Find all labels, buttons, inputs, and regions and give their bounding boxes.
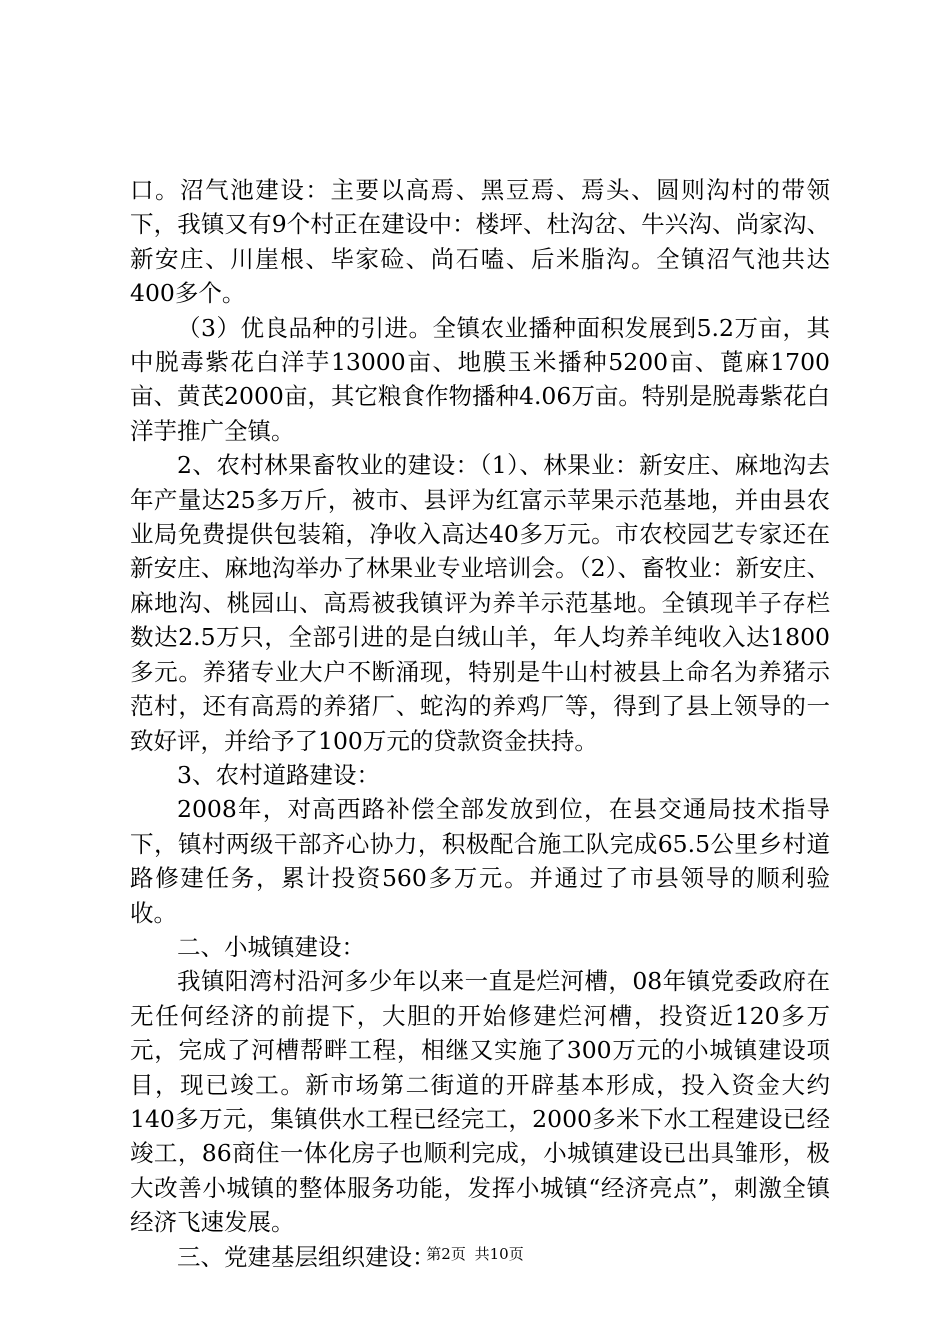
paragraph-biogas: 口。沼气池建设：主要以高焉、黑豆焉、焉头、圆则沟村的带领下，我镇又有9个村正在建设中：楼坪、杜沟岔、牛兴沟、尚家沟、新安庄、川崖根、毕家硷、尚石嗑、后米脂沟。全镇沼气池共达400多个。 <box>130 176 830 308</box>
heading-small-town: 二、小城镇建设： <box>177 932 365 961</box>
heading-rural-roads: 3、农村道路建设： <box>177 760 380 789</box>
paragraph-forestry-livestock: 2、农村林果畜牧业的建设：（1）、林果业：新安庄、麻地沟去年产量达25多万斤，被市、县评为红富示苹果示范基地，并由县农业局免费提供包装箱，净收入高达40多万元。市农校园艺专家还在新安庄、麻地沟举办了林果业专业培训会。（2）、畜牧业：新安庄、麻地沟、桃园山、高焉被我镇评为养羊示范基地。全镇现羊子存栏数达2.5万只，全部引进的是白绒山羊，年人均养羊纯收入达1800多元。养猪专业大户不断涌现，特别是牛山村被县上命名为养猪示范村，还有高焉的养猪厂、蛇沟的养鸡厂等，得到了县上领导的一致好评，并给予了100万元的贷款资金扶持。 <box>130 451 830 755</box>
paragraph-small-town: 我镇阳湾村沿河多少年以来一直是烂河槽，08年镇党委政府在无任何经济的前提下，大胆的开始修建烂河槽，投资近120多万元，完成了河槽帮畔工程，相继又实施了300万元的小城镇建设项目，现已竣工。新市场第二街道的开辟基本形成，投入资金大约140多万元，集镇供水工程已经完工，2000多米下水工程建设已经竣工，86商住一体化房子也顺利完成，小城镇建设已出具雏形，极大改善小城镇的整体服务功能，发挥小城镇“经济亮点”，刺激全镇经济飞速发展。 <box>130 967 830 1237</box>
page-footer <box>0 1244 950 1264</box>
page-total: 共10页 <box>474 1245 524 1263</box>
paragraph-seed-varieties: （3）优良品种的引进。全镇农业播种面积发展到5.2万亩，其中脱毒紫花白洋芋13000亩、地膜玉米播种5200亩、蓖麻1700亩、黄芪2000亩，其它粮食作物播种4.06万亩。特别是脱毒紫花白洋芋推广全镇。 <box>130 313 830 445</box>
paragraph-rural-roads: 2008年，对高西路补偿全部发放到位，在县交通局技术指导下，镇村两级干部齐心协力，积极配合施工队完成65.5公里乡村道路修建任务，累计投资560多万元。并通过了市县领导的顺利验收。 <box>130 795 830 927</box>
page-number: 第2页 <box>426 1245 466 1263</box>
heading-party-building: 三、党建基层组织建设： <box>177 1242 436 1271</box>
body-text <box>130 173 830 1274</box>
